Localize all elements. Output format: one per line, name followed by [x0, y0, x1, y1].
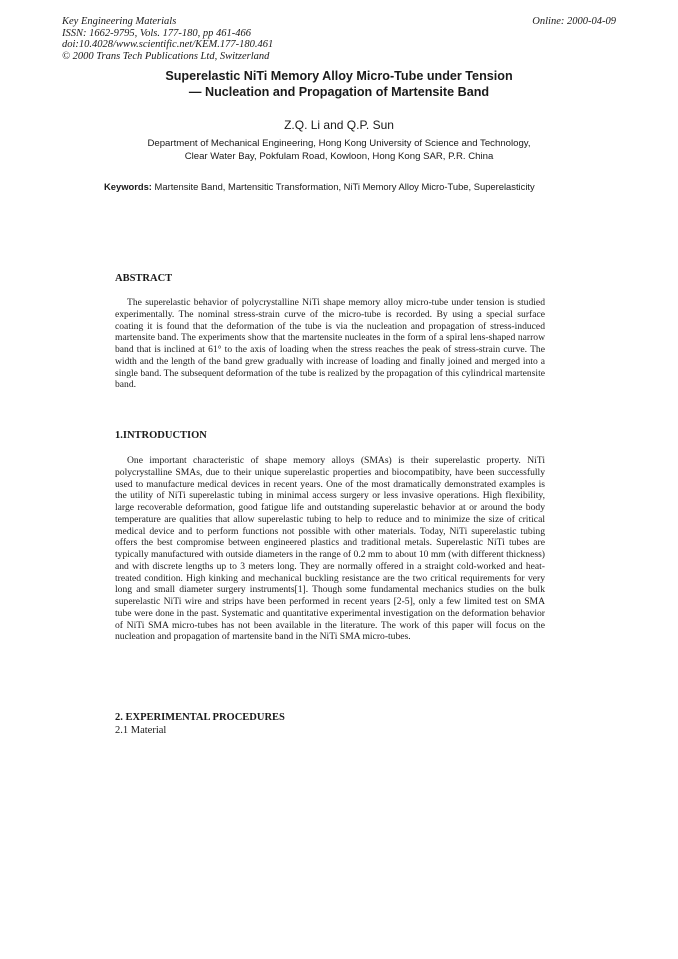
doi-line: doi:10.4028/www.scientific.net/KEM.177-180.461 [62, 39, 274, 50]
journal-name: Key Engineering Materials [62, 16, 177, 27]
keywords-text: Martensite Band, Martensitic Transformation, NiTi Memory Alloy Micro-Tube, Superelasticity [151, 181, 535, 192]
material-subheading: 2.1 Material [115, 725, 167, 736]
keywords [104, 181, 544, 194]
affiliation-line-1: Department of Mechanical Engineering, Hong Kong University of Science and Technology, [147, 138, 531, 149]
title-line-1: Superelastic NiTi Memory Alloy Micro-Tube under Tension [165, 69, 513, 83]
copyright-line: © 2000 Trans Tech Publications Ltd, Switzerland [62, 50, 270, 62]
online-date: Online: 2000-04-09 [532, 16, 616, 27]
authors: Z.Q. Li and Q.P. Sun [284, 118, 394, 132]
affiliation [0, 138, 678, 163]
experimental-heading: 2. EXPERIMENTAL PROCEDURES [115, 712, 285, 723]
affiliation-line-2: Clear Water Bay, Pokfulam Road, Kowloon, Hong Kong SAR, P.R. China [184, 150, 494, 162]
introduction-text: One important characteristic of shape memory alloys (SMAs) is their superelastic property. NiTi polycrystalline SMAs, due to their unique superelastic properties and biocompatibity, have been successfully used to manufacture medical devices in recent years. One of the most dramatically demonstrated examples is the utility of NiTi superelastic tubing in minimal access surgery or less invasive operations. High flexibility, large recoverable deformation, good fatigue life and outstanding superelastic behavior at or around the body temperature are qualities that allow superelastic tubing to help to reduce and to minimize the size of critical medical device and to perform functions not possible with other materials. Today, NiTi superelastic tubing offers the best compromise between engineered plastics and traditional metals. Superelastic NiTi tubes are typically manufactured with outside diameters in the range of 0.2 mm to about 10 mm (with different thickness) and with discrete lengths up to 3 meters long. They are normally offered in a straight cold-worked and heat-treated condition. High kinking and mechanical buckling resistance are the two critical requirements for very long and small diameter surgery instruments[1]. Though some fundamental mechanics studies on the bulk superelastic NiTi wire and strips have been performed in recent years [2-5], only a few limited test on SMA tube were done in the past. Systematic and quantitative experimental investigation on the deformation behavior of NiTi SMA micro-tubes has not been available in the literature. The work of this paper will focus on the nucleation and propagation of martensite band in the NiTi SMA micro-tubes. [115, 455, 545, 643]
issn-line: ISSN: 1662-9795, Vols. 177-180, pp 461-466 [62, 27, 251, 39]
abstract-text: The superelastic behavior of polycrystalline NiTi shape memory alloy micro-tube under tension is studied experimentally. The nominal stress-strain curve of the micro-tube is recorded. By using a special surface coating it is found that the deformation of the tube is via the nucleation and propagation of stress-induced martensite band. The experiments show that the martensite nucleates in the form of a spiral lens-shaped narrow band that is inclined at 61° to the axis of loading when the stress reaches the peak of stress-strain curve. The width and the length of the band grew gradually with increase of loading and finally joined and merged into a single band. The subsequent deformation of the tube is realized by the propagation of this cylindrical martensite band. [115, 297, 545, 391]
introduction-heading: 1.INTRODUCTION [115, 430, 207, 441]
keywords-label: Keywords: [104, 181, 152, 192]
abstract-heading: ABSTRACT [115, 273, 173, 284]
paper-title [0, 68, 678, 100]
title-line-2: — Nucleation and Propagation of Martensite Band [188, 85, 490, 99]
journal-header [62, 16, 273, 62]
